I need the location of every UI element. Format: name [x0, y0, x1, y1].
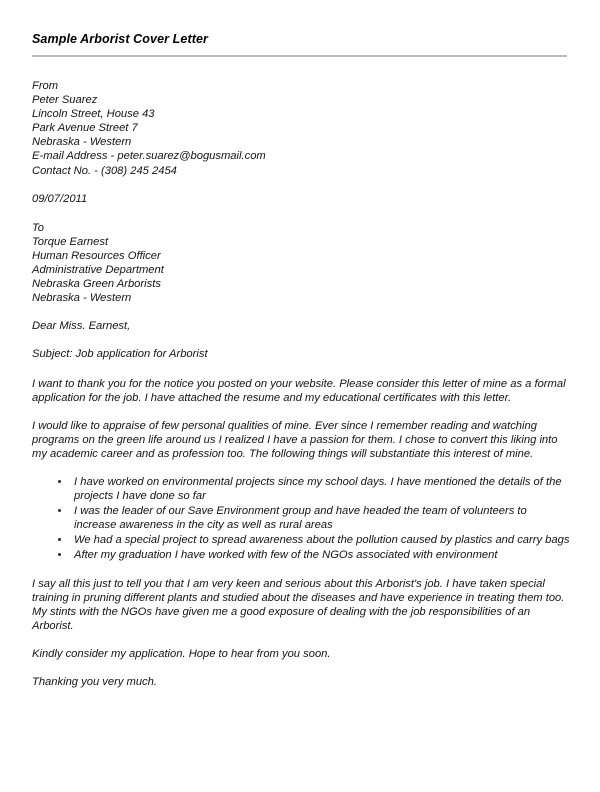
- title-divider: [32, 55, 567, 57]
- recipient-location: Nebraska - Western: [32, 292, 132, 305]
- recipient-address-block: [32, 221, 570, 306]
- recipient-job-title: Human Resources Officer: [32, 249, 161, 262]
- letter-date: 09/07/2011: [32, 192, 88, 205]
- salutation: Dear Miss. Earnest,: [32, 320, 131, 333]
- sender-address-line-2: Park Avenue Street 7: [32, 122, 138, 135]
- sender-phone: Contact No. - (308) 245 2454: [32, 164, 177, 177]
- page-title: Sample Arborist Cover Letter: [32, 32, 208, 46]
- sender-email: E-mail Address - peter.suarez@bogusmail.com: [32, 150, 266, 163]
- body-paragraph-4: Kindly consider my application. Hope to hear from you soon.: [32, 647, 331, 660]
- qualifications-list: [32, 475, 570, 563]
- list-item-text: We had a special project to spread awareness about the pollution caused by plastics and carry bags: [74, 534, 570, 547]
- bullet-icon: [58, 553, 61, 556]
- subject-line: Subject: Job application for Arborist: [32, 348, 208, 361]
- bullet-icon: [58, 538, 61, 541]
- list-item-text: I have worked on environmental projects since my school days. I have mentioned the details of the projects I have done so far: [74, 475, 562, 503]
- list-item: [32, 533, 570, 547]
- sender-address-line-1: Lincoln Street, House 43: [32, 108, 155, 121]
- recipient-organization: Nebraska Green Arborists: [32, 278, 161, 291]
- recipient-name: Torque Earnest: [32, 235, 109, 248]
- recipient-heading: To: [32, 221, 45, 234]
- list-item-text: I was the leader of our Save Environment group and have headed the team of volunteers to increase awareness in the city as well as rural areas: [74, 505, 527, 532]
- sender-heading: From: [32, 80, 59, 92]
- sender-address-block: [32, 79, 570, 178]
- body-paragraph-3: I say all this just to tell you that I am very keen and serious about this Arborist's job. I have taken special training in pruning different plants and studied about the diseases and have experience in treating them too. My stints with the NGOs have given me a good exposure of dealing with the job responsibilities of an Arborist.: [32, 577, 565, 632]
- bullet-icon: [58, 509, 61, 512]
- list-item-text: After my graduation I have worked with few of the NGOs associated with environment: [74, 549, 498, 562]
- list-item: [32, 504, 570, 532]
- closing-line: Thanking you very much.: [32, 676, 157, 688]
- body-paragraph-2: I would like to appraise of few personal qualities of mine. Ever since I remember reading and watching programs on the green life around us I realized I have a passion for them. I chose to convert this liking into my academic career and as profession too. The following things will substantiate this interest of mine.: [32, 419, 558, 460]
- bullet-icon: [58, 480, 61, 483]
- recipient-department: Administrative Department: [32, 264, 164, 277]
- letter-content: [32, 79, 570, 689]
- body-paragraph-1: I want to thank you for the notice you posted on your website. Please consider this letter of mine as a formal application for the job. I have attached the resume and my educational certificates with this letter.: [32, 377, 566, 404]
- sender-name: Peter Suarez: [32, 94, 98, 107]
- list-item: [32, 475, 570, 503]
- sender-address-line-3: Nebraska - Western: [32, 136, 132, 149]
- list-item: [32, 548, 570, 562]
